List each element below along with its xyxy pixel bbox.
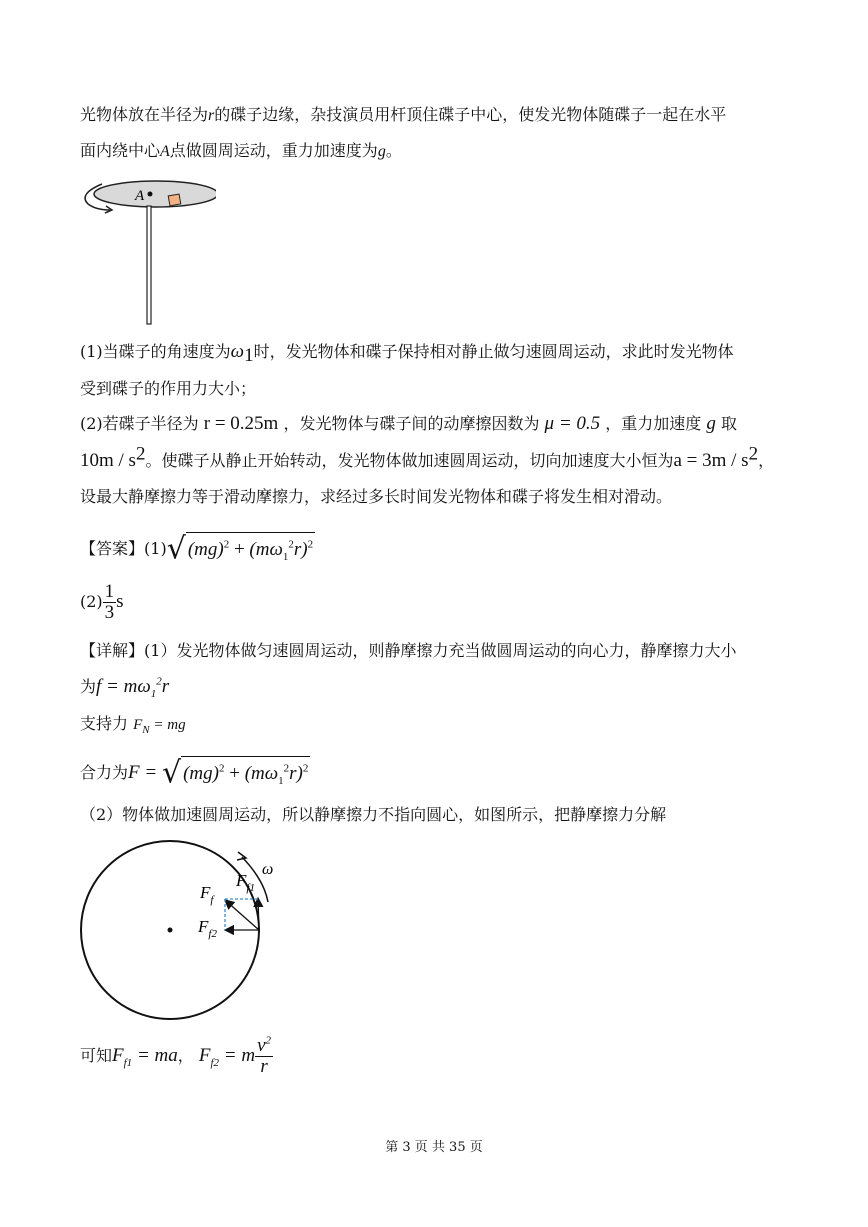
Ff-subscript: f	[210, 894, 214, 906]
fraction-denominator: 3	[104, 602, 115, 623]
explanation-line-1	[80, 640, 736, 662]
question-1-line-1	[80, 341, 734, 367]
explanation-text: (1）发光物体做匀速圆周运动，则静摩擦力充当做圆周运动的向心力，静摩擦力大小	[144, 641, 737, 660]
radius-value: r = 0.25m	[203, 413, 279, 434]
separator: ，	[177, 1046, 194, 1065]
svg-text:Ff1	[235, 871, 255, 894]
Ff2-label: F	[198, 917, 209, 936]
question-2-line-1	[80, 413, 737, 435]
explanation-line-5	[80, 804, 666, 826]
explanation-text: 合力为	[80, 763, 129, 782]
conclusion-line	[80, 1036, 273, 1077]
Ff2-subscript: f2	[208, 928, 217, 940]
question-2-line-2	[80, 443, 775, 472]
answer-1	[80, 532, 315, 567]
intro-text: 点做圆周运动，重力加速度为	[169, 141, 378, 160]
omega-subscript: 1	[244, 345, 254, 367]
question-text: ，重力加速度	[605, 414, 702, 433]
var-g: g	[706, 413, 716, 434]
sqrt-expression: √ $(mg)^2 + (m\omega_1^2r)^2$	[166, 531, 314, 567]
question-text: 取	[720, 414, 737, 433]
var-r: r	[208, 107, 215, 124]
question-text: 时，发光物体和碟子保持相对静止做匀速圆周运动，求此时发光物体	[253, 342, 734, 361]
page-footer: 第 3 页 共 35 页	[385, 1140, 483, 1155]
sqrt-expression: √ $(mg)^2 + (m\omega_1^2r)^2$	[161, 755, 309, 791]
fraction-v2-over-r: $\frac{v^2}{r}$	[257, 1034, 271, 1077]
explanation-text: 支持力	[80, 714, 129, 733]
var-g: g	[377, 143, 386, 160]
label-A: A	[135, 188, 145, 204]
exponent: 2	[748, 443, 759, 465]
formula-F: F =	[128, 762, 162, 783]
svg-text:Ff2	[197, 917, 217, 940]
question-text: 设最大静摩擦力等于滑动摩擦力，求经过多长时间发光物体和碟子将发生相对滑动。	[80, 487, 673, 506]
answer-prefix: (1)	[144, 539, 167, 558]
formula-ff2: $F_{f2} = m$	[198, 1045, 256, 1069]
intro-line-1	[80, 104, 726, 127]
intro-text: 光物体放在半径为	[80, 105, 209, 124]
explanation-line-3	[80, 713, 186, 736]
Ff-label: F	[200, 883, 211, 902]
unit-s: s	[116, 591, 124, 612]
force-diagram	[78, 840, 298, 1020]
question-text: 受到碟子的作用力大小；	[80, 379, 257, 398]
explanation-text: （2）物体做加速圆周运动，所以静摩擦力不指向圆心，如图所示，把静摩擦力分解	[80, 805, 667, 824]
question-text: 。使碟子从静止开始转动，发光物体做加速圆周运动，切向加速度大小恒为	[145, 451, 674, 470]
answer-prefix: (2)	[80, 592, 103, 611]
intro-text: 的碟子边缘，杂技演员用杆顶住碟子中心，使发光物体随碟子一起在水平	[214, 105, 727, 124]
svg-text:Ff	[199, 883, 215, 906]
formula-fn: $F_N$ = mg	[133, 717, 186, 736]
omega-label: ω	[262, 861, 274, 878]
explanation-text: 为	[80, 677, 97, 696]
omega-symbol: ω	[230, 341, 245, 362]
intro-text: 。	[385, 141, 402, 160]
fraction-numerator: 1	[104, 581, 115, 602]
explanation-line-2	[80, 676, 169, 698]
question-2-line-3	[80, 486, 672, 508]
question-text: (1)当碟子的角速度为	[80, 342, 231, 361]
explanation-line-4	[80, 756, 310, 791]
intro-text: 面内绕中心	[80, 141, 161, 160]
plate-figure	[76, 170, 216, 330]
question-text: (2)若碟子半径为	[80, 414, 199, 433]
mu-value: μ = 0.5	[544, 413, 601, 434]
fraction-one-third	[103, 582, 117, 623]
explanation-label: 【详解】	[80, 641, 145, 660]
explanation-text: 可知	[80, 1046, 113, 1065]
var-A: A	[160, 143, 170, 160]
exponent: 2	[135, 443, 146, 465]
question-text: ，	[758, 451, 775, 470]
answer-2	[80, 582, 124, 623]
Ff1-subscript: f1	[246, 882, 255, 894]
Ff1-label: F	[236, 871, 247, 890]
question-1-line-2	[80, 378, 256, 400]
g-value: 10m / s	[80, 450, 136, 471]
formula-f: $f = m\omega_1^2r$	[96, 675, 170, 700]
question-text: ，发光物体与碟子间的动摩擦因数为	[283, 414, 540, 433]
intro-line-2	[80, 140, 402, 163]
formula-ff1: $F_{f1}$ = ma	[112, 1045, 178, 1069]
answer-label: 【答案】	[80, 539, 145, 558]
acceleration-value: a = 3m / s	[673, 450, 749, 471]
